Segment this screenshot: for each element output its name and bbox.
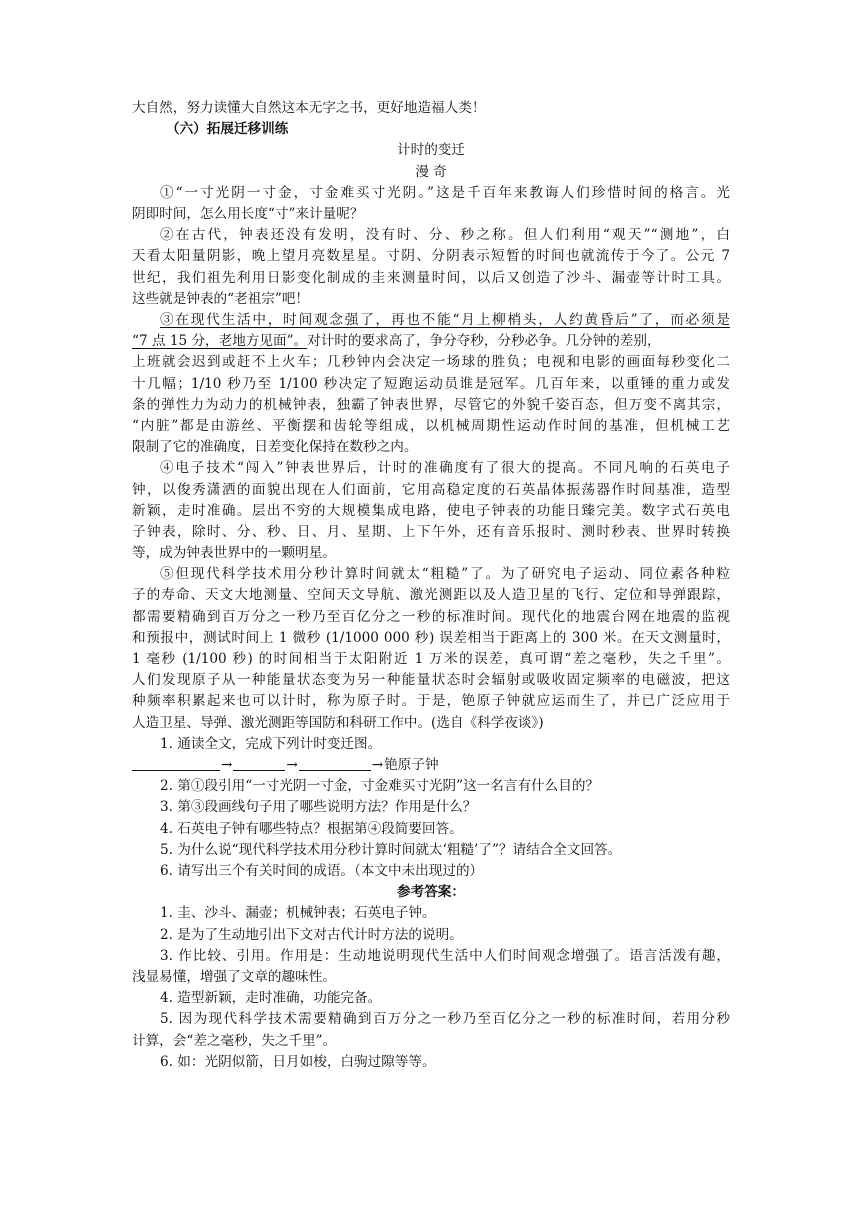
paragraph-line: ④电子技术“闯入”钟表世界后，计时的准确度有了很大的提高。不同凡响的石英电子	[160, 460, 730, 477]
answer-3: 3. 作比较、引用。作用是：生动地说明现代生活中人们时间观念增强了。语言活泼有趣，	[160, 947, 730, 964]
paragraph-5	[132, 564, 730, 734]
question-item: 2. 第①段引用“一寸光阴一寸金，寸金难买寸光阴”这一名言有什么目的？	[160, 778, 600, 795]
answer-6: 6. 如：光阴似箭，日月如梭，白驹过隙等等。	[160, 1053, 436, 1070]
answers	[132, 882, 730, 1073]
paragraph-line: 限制了它的准确度，日差变化保持在数秒之内。	[132, 439, 418, 456]
paragraph-line: 种频率积累起来也可以计时，称为原子时。于是，铯原子钟就应运而生了，并已广泛应用于	[132, 693, 730, 710]
section-heading: （六）拓展迁移训练	[166, 121, 289, 138]
paragraph-line: “内脏”都是由游丝、平衡摆和齿轮等组成，以机械周期性运动作时间的基准，但机械工艺	[132, 417, 730, 434]
question-item: 6. 请写出三个有关时间的成语。（本文中未出现过的）	[160, 863, 484, 879]
paragraph-line: ①“一寸光阴一寸金，寸金难买寸光阴。”这是千百年来教诲人们珍惜时间的格言。光	[160, 184, 730, 201]
paragraph-line: 阴即时间，怎么用长度“寸”来计量呢？	[132, 206, 364, 222]
paragraph-line: 新颖，走时准确。层出不穷的大规模集成电路，使电子钟表的功能日臻完美。数字式石英电	[132, 502, 730, 519]
flow-blank-3[interactable]	[299, 756, 371, 771]
document-page	[132, 98, 730, 1073]
paragraph-line: 等，成为钟表世界中的一颗明星。	[132, 545, 336, 562]
paragraph-line: 条的弹性力为动力的机械钟表，独霸了钟表世界，尽管它的外貌千姿百态，但万变不离其宗，	[132, 396, 730, 413]
arrow-icon: →	[221, 756, 233, 773]
paragraph-line: 子的寿命、天文大地测量、空间天文导航、激光测距以及人造卫星的飞行、定位和导弹跟踪，	[132, 587, 730, 604]
paragraph-line: 钟，以俊秀潇洒的面貌出现在人们面前，它用高稳定度的石英晶体振荡器作时间基准，造型	[132, 481, 730, 498]
paragraph-line: 人造卫星、导弹、激光测距等国防和科研工作中。(选自《科学夜谈》)	[132, 714, 544, 731]
article-author: 漫 奇	[415, 163, 447, 180]
paragraph-line: 上班就会迟到或赶不上火车；几秒钟内会决定一场球的胜负；电视和电影的画面每秒变化二	[132, 354, 730, 371]
question-item: 4. 石英电子钟有哪些特点？根据第④段简要回答。	[160, 820, 463, 837]
paragraph-line: 和预报中，测试时间上 1 微秒 (1/1000 000 秒) 误差相当于距离上的 300 米。在天文测量时，	[132, 629, 730, 646]
paragraph-line: 十几幅；1/10 秒乃至 1/100 秒决定了短跑运动员谁是冠军。几百年来，以重锤的重力或发	[132, 375, 730, 392]
answers-heading: 参考答案：	[397, 884, 465, 901]
paragraph-3	[132, 310, 730, 458]
answer-5: 5. 因为现代科学技术需要精确到百万分之一秒乃至百亿分之一秒的标准时间，若用分秒	[160, 1011, 730, 1028]
underlined-sentence-part-1: ③在现代生活中，时间观念强了，再也不能“月上柳梢头，人约黄昏后”了，而必须是	[160, 311, 730, 328]
paragraph-line: 天看太阳量阴影，晚上望月亮数星星。寸阴、分阴表示短暂的时间也就流传于今了。公元 7	[132, 248, 730, 265]
answer-3-cont: 浅显易懂，增强了文章的趣味性。	[132, 969, 336, 985]
answer-2: 2. 是为了生动地引出下文对古代计时方法的说明。	[160, 926, 463, 943]
paragraph-line: 1 毫秒 (1/100 秒) 的时间相当于太阳附近 1 万米的误差，真可谓“差之毫秒，失之千里”。	[132, 651, 730, 668]
paragraph-1	[132, 183, 730, 225]
paragraph-text: 对计时的要求高了，争分夺秒，分秒必争。几分钟的差别，	[307, 333, 661, 350]
underlined-sentence-part-2: “7 点 15 分，老地方见面”。	[132, 333, 308, 350]
arrow-icon: →	[371, 756, 384, 773]
intro-line: 大自然，努力读懂大自然这本无字之书，更好地造福人类！	[132, 100, 486, 116]
paragraph-line: 人们发现原子从一种能量状态变为另一种能量状态时会辐射或吸收固定频率的电磁波，把这	[132, 672, 730, 689]
paragraph-2	[132, 225, 730, 310]
paragraph-4	[132, 458, 730, 564]
flow-blank-2[interactable]	[233, 756, 285, 771]
arrow-icon: →	[286, 756, 298, 773]
flow-end-label: 铯原子钟	[384, 756, 439, 773]
flow-diagram	[132, 755, 730, 776]
answer-4: 4. 造型新颖，走时准确，功能完备。	[160, 990, 382, 1007]
paragraph-line	[132, 331, 730, 352]
paragraph-line: 子钟表，除时、分、秒、日、月、星期、上下午外，还有音乐报时、测时秒表、世界时转换	[132, 523, 730, 540]
question-item: 3. 第③段画线句子用了哪些说明方法？作用是什么？	[160, 799, 477, 816]
flow-blank-1[interactable]	[132, 756, 220, 771]
question-1: 1. 通读全文，完成下列计时变迁图。	[160, 735, 382, 752]
questions	[132, 734, 730, 882]
paragraph-line: 都需要精确到百万分之一秒乃至百亿分之一秒的标准时间。现代化的地震台网在地震的监视	[132, 608, 730, 625]
paragraph-line: 世纪，我们祖先利用日影变化制成的圭来测量时间，以后又创造了沙斗、漏壶等计时工具。	[132, 269, 730, 286]
paragraph-line: 这些就是钟表的“老祖宗”吧！	[132, 290, 310, 307]
answer-1: 1. 圭、沙斗、漏壶；机械钟表；石英电子钟。	[160, 905, 436, 922]
answer-5-cont: 计算，会“差之毫秒，失之千里”。	[132, 1032, 337, 1049]
paragraph-line: ②在古代，钟表还没有发明，没有时、分、秒之称。但人们利用“观天”“测地”，白	[160, 227, 730, 244]
article-title: 计时的变迁	[397, 142, 465, 159]
paragraph-line: ⑤但现代科学技术用分秒计算时间就太“粗糙”了。为了研究电子运动、同位素各种粒	[160, 566, 730, 583]
question-item: 5. 为什么说“现代科学技术用分秒计算时间就太‘粗糙’了”？请结合全文回答。	[160, 841, 622, 858]
